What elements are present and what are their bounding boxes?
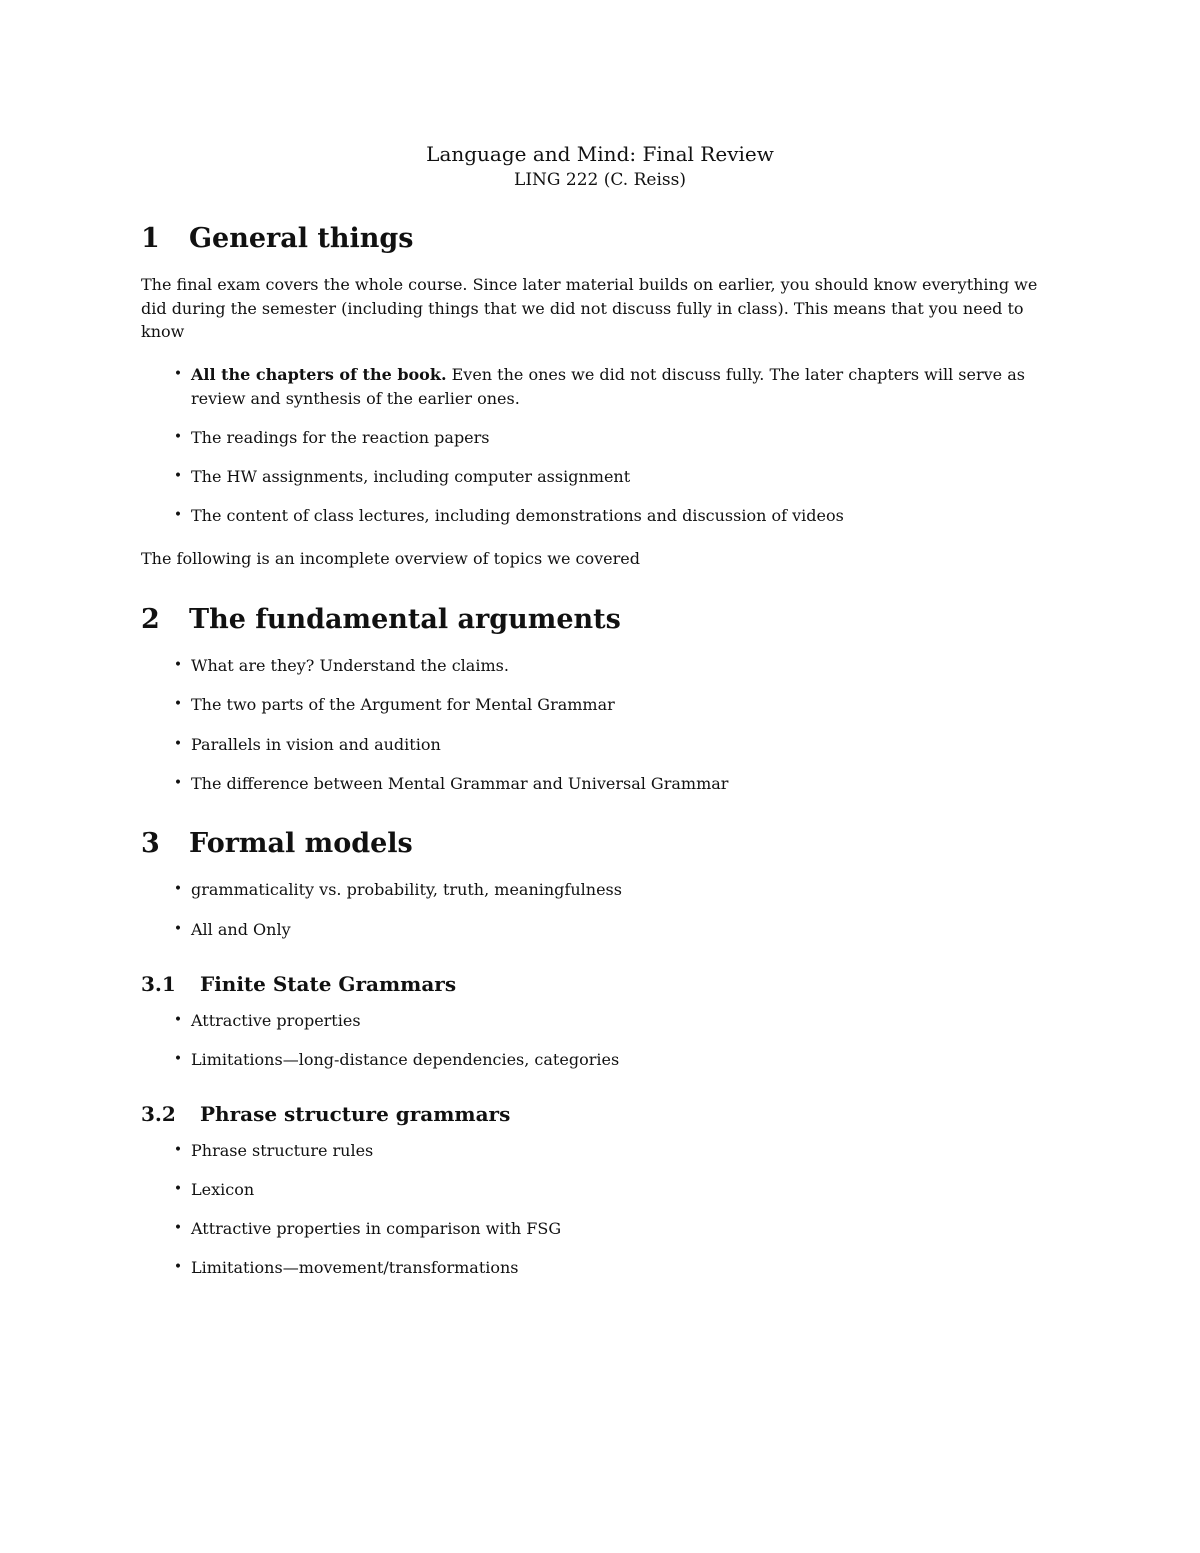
bullet-icon: •	[173, 696, 183, 712]
section-number: 3	[141, 828, 160, 859]
list-item	[173, 693, 1061, 717]
list-item-text: Phrase structure rules	[191, 1141, 374, 1160]
bullet-icon: •	[173, 1142, 183, 1158]
bullet-icon: •	[173, 881, 183, 897]
list-item-text: Even the ones we did not discuss fully. The later chapters will serve as review and synthesis of the earlier ones.	[191, 365, 1025, 408]
bullet-icon: •	[173, 366, 183, 382]
list-item-text: Limitations—long-distance dependencies, categories	[191, 1050, 620, 1069]
bullet-icon: •	[173, 775, 183, 791]
list-item-text: What are they? Understand the claims.	[191, 656, 509, 675]
bullet-icon: •	[173, 468, 183, 484]
bullet-icon: •	[173, 657, 183, 673]
list-item-text: grammaticality vs. probability, truth, meaningfulness	[191, 880, 622, 899]
list-item	[173, 1178, 1061, 1202]
list-item-text: All and Only	[191, 920, 291, 939]
section-1-intro: The final exam covers the whole course. Since later material builds on earlier, you should know everything we did during the semester (including things that we did not discuss fully in class). This means that you need to know	[141, 275, 1038, 341]
section-number: 3.2	[141, 1102, 176, 1126]
list-item	[173, 733, 1061, 757]
list-item	[173, 654, 1061, 678]
list-item	[173, 426, 1061, 450]
list-item	[173, 918, 1061, 942]
section-3-heading	[141, 828, 413, 860]
document-title: Language and Mind: Final Review	[426, 142, 774, 166]
list-item	[173, 504, 1061, 528]
list-item-text: The HW assignments, including computer assignment	[191, 467, 631, 486]
bullet-icon: •	[173, 1259, 183, 1275]
list-item-bold-lead: All the chapters of the book.	[191, 365, 447, 384]
section-title: Finite State Grammars	[200, 972, 457, 996]
bullet-icon: •	[173, 429, 183, 445]
list-item	[173, 465, 1061, 489]
section-3-1-heading	[141, 971, 456, 997]
list-item-text: The difference between Mental Grammar and Universal Grammar	[191, 774, 729, 793]
list-item-text: Attractive properties	[191, 1011, 361, 1030]
list-item	[173, 1009, 1061, 1033]
bullet-icon: •	[173, 921, 183, 937]
list-item	[173, 1217, 1061, 1241]
list-item	[173, 1139, 1061, 1163]
bullet-icon: •	[173, 1051, 183, 1067]
section-number: 1	[141, 223, 160, 254]
list-item-text: Parallels in vision and audition	[191, 735, 441, 754]
list-item-text: The content of class lectures, including demonstrations and discussion of videos	[191, 506, 844, 525]
list-item	[173, 1256, 1061, 1280]
section-title: The fundamental arguments	[189, 604, 621, 635]
list-item	[173, 363, 1061, 410]
section-number: 3.1	[141, 972, 176, 996]
section-1-outro: The following is an incomplete overview of topics we covered	[141, 549, 640, 568]
bullet-icon: •	[173, 1012, 183, 1028]
list-item-text: Lexicon	[191, 1180, 255, 1199]
list-item	[173, 878, 1061, 902]
list-item	[173, 772, 1061, 796]
section-title: Phrase structure grammars	[200, 1102, 511, 1126]
section-3-2-heading	[141, 1101, 510, 1127]
bullet-icon: •	[173, 1220, 183, 1236]
document-subtitle: LING 222 (C. Reiss)	[514, 170, 686, 190]
bullet-icon: •	[173, 1181, 183, 1197]
bullet-icon: •	[173, 507, 183, 523]
section-number: 2	[141, 604, 160, 635]
list-item	[173, 1048, 1061, 1072]
section-title: Formal models	[189, 828, 413, 859]
section-2-heading	[141, 604, 621, 636]
list-item-text: The readings for the reaction papers	[191, 428, 490, 447]
list-item-text: Attractive properties in comparison with FSG	[191, 1219, 562, 1238]
section-1-heading	[141, 223, 414, 255]
list-item-text: The two parts of the Argument for Mental Grammar	[191, 695, 615, 714]
list-item-text: Limitations—movement/transformations	[191, 1258, 519, 1277]
bullet-icon: •	[173, 736, 183, 752]
section-title: General things	[189, 223, 414, 254]
